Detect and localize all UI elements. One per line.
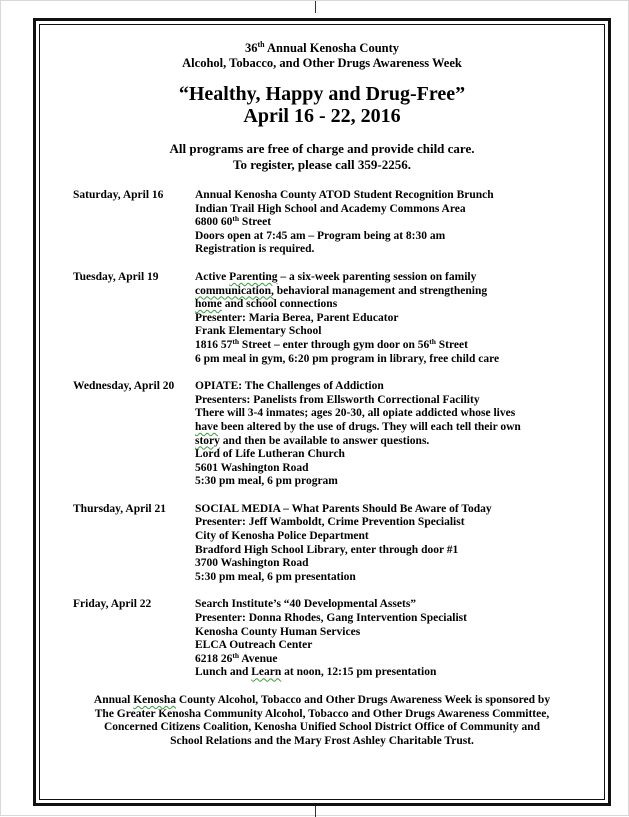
event-desc-text: home and school connections — [195, 298, 338, 311]
event-line — [195, 666, 525, 680]
event-saturday — [41, 189, 603, 257]
event-line: There will 3-4 inmates; ages 20-30, all opiate addicted whose lives — [195, 407, 516, 420]
event-line: City of Kenosha Police Department — [195, 530, 369, 543]
sponsor-text: Annual Kenosha County Alcohol, Tobacco and Other Drugs Awareness Week is sponsored by — [93, 694, 551, 706]
sponsor-line: Concerned Citizens Coalition, Kenosha Unified School District Office of Community and — [103, 721, 541, 734]
event-friday — [41, 598, 603, 680]
event-line — [195, 435, 525, 449]
event-line — [195, 285, 525, 299]
event-title-text: Active Parenting – a six-week parenting session on family — [195, 270, 477, 283]
event-thursday — [41, 503, 603, 585]
event-wednesday — [41, 380, 603, 489]
event-details — [195, 189, 525, 257]
event-tuesday — [41, 271, 603, 366]
event-details — [195, 503, 525, 585]
event-day: Wednesday, April 20 — [73, 380, 175, 393]
event-line: SOCIAL MEDIA – What Parents Should Be Aware of Today — [195, 502, 492, 515]
event-line — [195, 650, 525, 667]
event-line: 5:30 pm meal, 6 pm presentation — [195, 570, 356, 583]
event-line: Kenosha County Human Services — [195, 625, 361, 638]
event-day: Saturday, April 16 — [73, 189, 164, 201]
ruler-tick-bottom — [315, 805, 316, 817]
event-desc-text: have been altered by the use of drugs. They will each tell their own — [195, 420, 521, 433]
event-line: OPIATE: The Challenges of Addiction — [195, 380, 384, 393]
event-desc-text: communication, behavioral management and strengthening — [195, 284, 488, 297]
notice-line-2: To register, please call 359-2256. — [233, 157, 411, 172]
edition-number: 36 — [244, 41, 258, 55]
flyer-content — [41, 41, 603, 748]
event-line: Lord of Life Lutheran Church — [195, 448, 345, 461]
event-line: Presenter: Maria Berea, Parent Educator — [195, 311, 399, 324]
event-line: 6 pm meal in gym, 6:20 pm program in library, free child care — [195, 352, 500, 365]
event-line — [195, 336, 525, 353]
event-day: Thursday, April 21 — [73, 502, 166, 515]
event-series-title — [41, 41, 603, 56]
notice-line-1: All programs are free of charge and provide child care. — [169, 141, 475, 156]
sponsor-line: The Greater Kenosha Community Alcohol, Tobacco and Other Drugs Awareness Committee, — [94, 707, 550, 720]
event-line: Search Institute’s “40 Developmental Assets” — [195, 598, 417, 611]
event-line — [195, 298, 525, 312]
event-line: Indian Trail High School and Academy Commons Area — [195, 202, 466, 215]
event-line: Presenter: Jeff Wamboldt, Crime Prevention Specialist — [195, 516, 465, 529]
event-day: Tuesday, April 19 — [73, 270, 159, 283]
event-line: Doors open at 7:45 am – Program being at 8:30 am — [195, 229, 446, 242]
address-text: 6218 26th Avenue — [195, 650, 278, 665]
notice — [41, 141, 603, 173]
edition-suffix: th — [257, 39, 265, 49]
event-name: Alcohol, Tobacco, and Other Drugs Awareness Week — [182, 56, 462, 70]
event-desc-text: Lunch and Learn at noon, 12:15 pm presentation — [195, 666, 437, 679]
event-day: Friday, April 22 — [73, 598, 152, 611]
event-line: ELCA Outreach Center — [195, 639, 313, 652]
event-line: Presenters: Panelists from Ellsworth Correctional Facility — [195, 393, 480, 406]
edition-rest: Annual Kenosha County — [267, 41, 400, 55]
sponsor-statement — [41, 694, 603, 748]
event-line: 5601 Washington Road — [195, 461, 309, 474]
event-line: Annual Kenosha County ATOD Student Recognition Brunch — [195, 189, 494, 201]
event-line: Bradford High School Library, enter through door #1 — [195, 543, 459, 556]
event-details — [195, 598, 525, 680]
event-line: Frank Elementary School — [195, 325, 322, 338]
sponsor-line: School Relations and the Mary Frost Ashley Charitable Trust. — [170, 734, 474, 747]
event-line: Registration is required. — [195, 243, 315, 256]
event-schedule — [41, 189, 603, 680]
event-line: Presenter: Donna Rhodes, Gang Intervention Specialist — [195, 612, 467, 625]
address-text: 1816 57th Street – enter through gym door on 56th Street — [195, 336, 468, 351]
event-details — [195, 380, 525, 489]
event-line: 5:30 pm meal, 6 pm program — [195, 475, 338, 488]
event-line — [195, 271, 525, 285]
event-details — [195, 271, 525, 366]
slogan: “Healthy, Happy and Drug-Free” — [178, 83, 466, 105]
ruler-tick-top — [315, 1, 316, 13]
event-desc-text: story and then be available to answer questions. — [195, 434, 430, 447]
event-dates: April 16 - 22, 2016 — [243, 105, 401, 127]
event-line — [195, 421, 525, 435]
sponsor-line — [41, 694, 603, 708]
event-line — [195, 216, 525, 230]
event-line: 3700 Washington Road — [195, 557, 309, 570]
address-text: 6800 60th Street — [195, 214, 272, 229]
